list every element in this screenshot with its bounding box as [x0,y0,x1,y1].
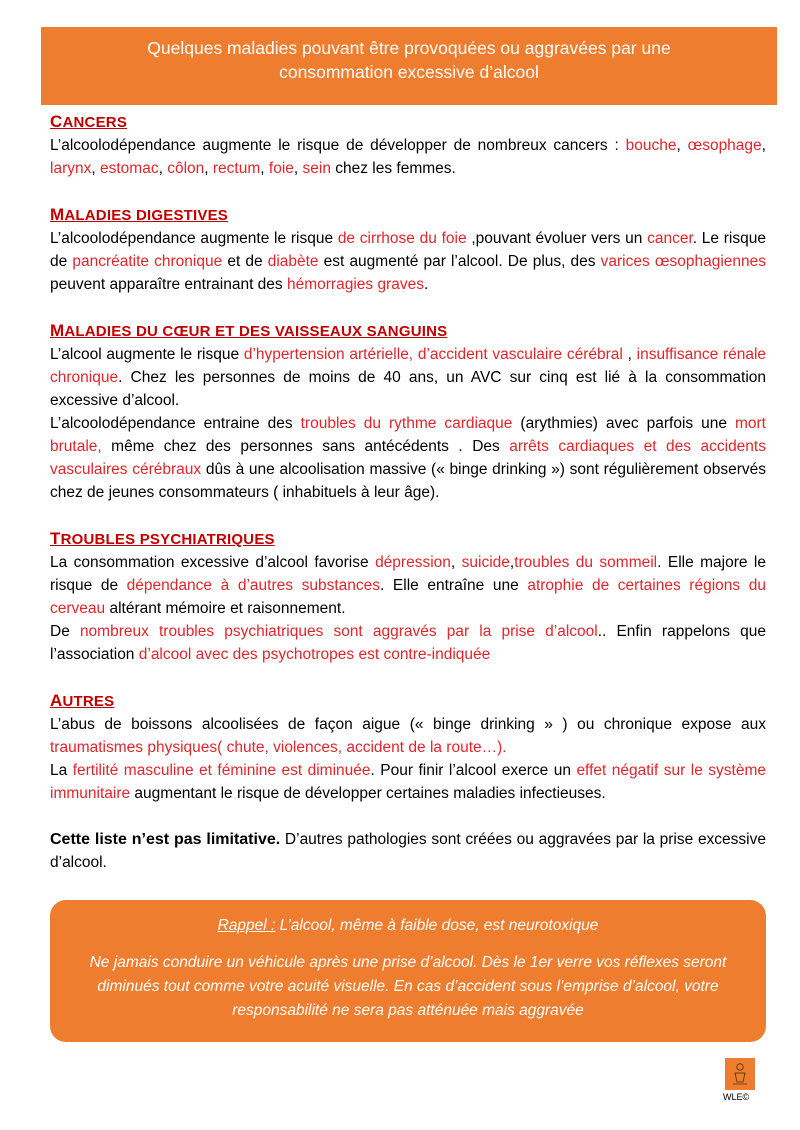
figure-logo-icon [725,1058,755,1090]
text: , [622,346,637,363]
section-cancers [50,110,766,180]
section-autres [50,689,766,805]
highlight: arrêts cardiaques et des accidents vasculaires cérébraux [50,438,766,478]
text: . Pour finir l’alcool exerce un [370,762,577,779]
reminder-body: Ne jamais conduire un véhicule après une prise d’alcool. Dès le 1er verre vos réflexes seront diminués tout comme votre acuité visuelle. En cas d’accident sous l’emprise d’alcool, votre responsabilité ne sera pas atténuée mais aggravée [89,954,727,1019]
page-title-banner [41,27,777,105]
highlight: hémorragies graves [286,276,424,293]
text: (arythmies) avec parfois une [512,415,735,432]
highlight: insuffisance rénale chronique [50,346,767,386]
title-line-2: consommation excessive d’alcool [279,62,539,82]
text: , [293,160,303,177]
text: , [158,160,168,177]
reminder-label: Rappel : [217,917,276,934]
highlight: suicide [461,554,510,571]
text: L’alcoolodépendance augmente le risque [50,230,338,247]
highlight: varices œsophagiennes [600,253,766,270]
highlight: estomac [99,160,159,177]
highlight: troubles du sommeil [514,554,658,571]
paragraph [50,713,766,759]
credit-text: WLE© [723,1092,750,1102]
text: . [423,276,429,293]
highlight: atrophie de certaines régions du cerveau [50,577,766,617]
section-coeur [50,319,766,504]
conclusion-bold: Cette liste n’est pas limitative. [50,831,281,848]
section-heading-digestives: MALADIES DIGESTIVES [50,205,229,224]
highlight: rectum [212,160,261,177]
text: peuvent apparaître entrainant des [50,276,287,293]
text: et de [222,253,268,270]
text: L’abus de boissons alcoolisées de façon aigue (« binge drinking » ) ou chronique expose aux [50,716,766,733]
text: , [509,554,515,571]
text: L’alcoolodépendance augmente le risque de développer de nombreux cancers : [50,137,626,154]
highlight: d’alcool avec des psychotropes est contre-indiquée [138,646,491,663]
text: . Elle entraîne une [380,577,528,594]
highlight: d’hypertension artérielle, d’accident vasculaire cérébral [243,346,623,363]
highlight: traumatismes physiques( chute, violences, accident de la route…). [50,739,507,756]
text: est augmenté par l’alcool. De plus, des [318,253,601,270]
text: , [761,137,766,154]
highlight: fertilité masculine et féminine est diminuée [72,762,371,779]
highlight: sein [302,160,331,177]
text: , [91,160,100,177]
text: De [50,623,80,640]
text: , [450,554,462,571]
highlight: pancréatite chronique [72,253,223,270]
main-content [50,110,766,897]
highlight: mort brutale, [50,415,766,455]
section-heading-psy: TROUBLES PSYCHIATRIQUES [50,529,275,548]
highlight: foie [268,160,294,177]
text: . Le risque de [50,230,766,270]
paragraph [50,134,766,180]
text: La [50,762,73,779]
paragraph [50,551,766,620]
text: , [676,137,688,154]
section-heading-cancers: CANCERS [50,112,128,131]
conclusion-paragraph [50,828,766,874]
highlight: bouche [625,137,677,154]
highlight: dépression [375,554,451,571]
text: D’autres pathologies sont créées ou aggravées par la prise excessive d’alcool. [50,831,766,871]
paragraph [50,412,766,504]
highlight: diabète [267,253,319,270]
highlight: larynx [50,160,92,177]
section-heading-autres: AUTRES [50,691,115,710]
text: .. Enfin rappelons que l’association [50,623,766,663]
reminder-box [50,900,766,1042]
section-digestives [50,203,766,296]
highlight: de cirrhose du foie [337,230,467,247]
paragraph [50,343,766,412]
highlight: œsophage [687,137,762,154]
section-conclusion [50,828,766,874]
text: altérant mémoire et raisonnement. [105,600,346,617]
highlight: nombreux troubles psychiatriques sont aggravés par la prise d’alcool [79,623,598,640]
title-line-1: Quelques maladies pouvant être provoquées ou aggravées par une [147,38,671,58]
reminder-text: L’alcool, même à faible dose, est neurotoxique [275,917,599,934]
reminder-title [68,914,748,938]
highlight: dépendance à d’autres substances [126,577,380,594]
text: L’alcool augmente le risque [50,346,244,363]
text: . Chez les personnes de moins de 40 ans, un AVC sur cinq est lié à la consommation excessive d’alcool. [50,369,766,409]
text: chez les femmes. [330,160,456,177]
paragraph [50,620,766,666]
logo-figure-icon [729,1061,751,1087]
highlight: cancer [647,230,693,247]
text: . Elle majore le risque de [50,554,766,594]
paragraph [50,227,766,296]
highlight: effet négatif sur le système immunitaire [50,762,766,802]
text: , [260,160,269,177]
highlight: côlon [167,160,205,177]
section-psy [50,527,766,666]
text: même chez des personnes sans antécédents . Des [101,438,510,455]
highlight: troubles du rythme cardiaque [300,415,513,432]
text: La consommation excessive d’alcool favorise [50,554,376,571]
text: , [204,160,213,177]
paragraph [50,759,766,805]
text: dûs à une alcoolisation massive (« binge drinking ») sont régulièrement observés chez de jeunes consommateurs ( inhabituels à leur âge). [50,461,767,501]
text: augmentant le risque de développer certaines maladies infectieuses. [130,785,606,802]
text: L’alcoolodépendance entraine des [50,415,301,432]
section-heading-coeur: MALADIES DU CŒUR ET DES VAISSEAUX SANGUINS [50,321,448,340]
text: ,pouvant évoluer vers un [466,230,648,247]
